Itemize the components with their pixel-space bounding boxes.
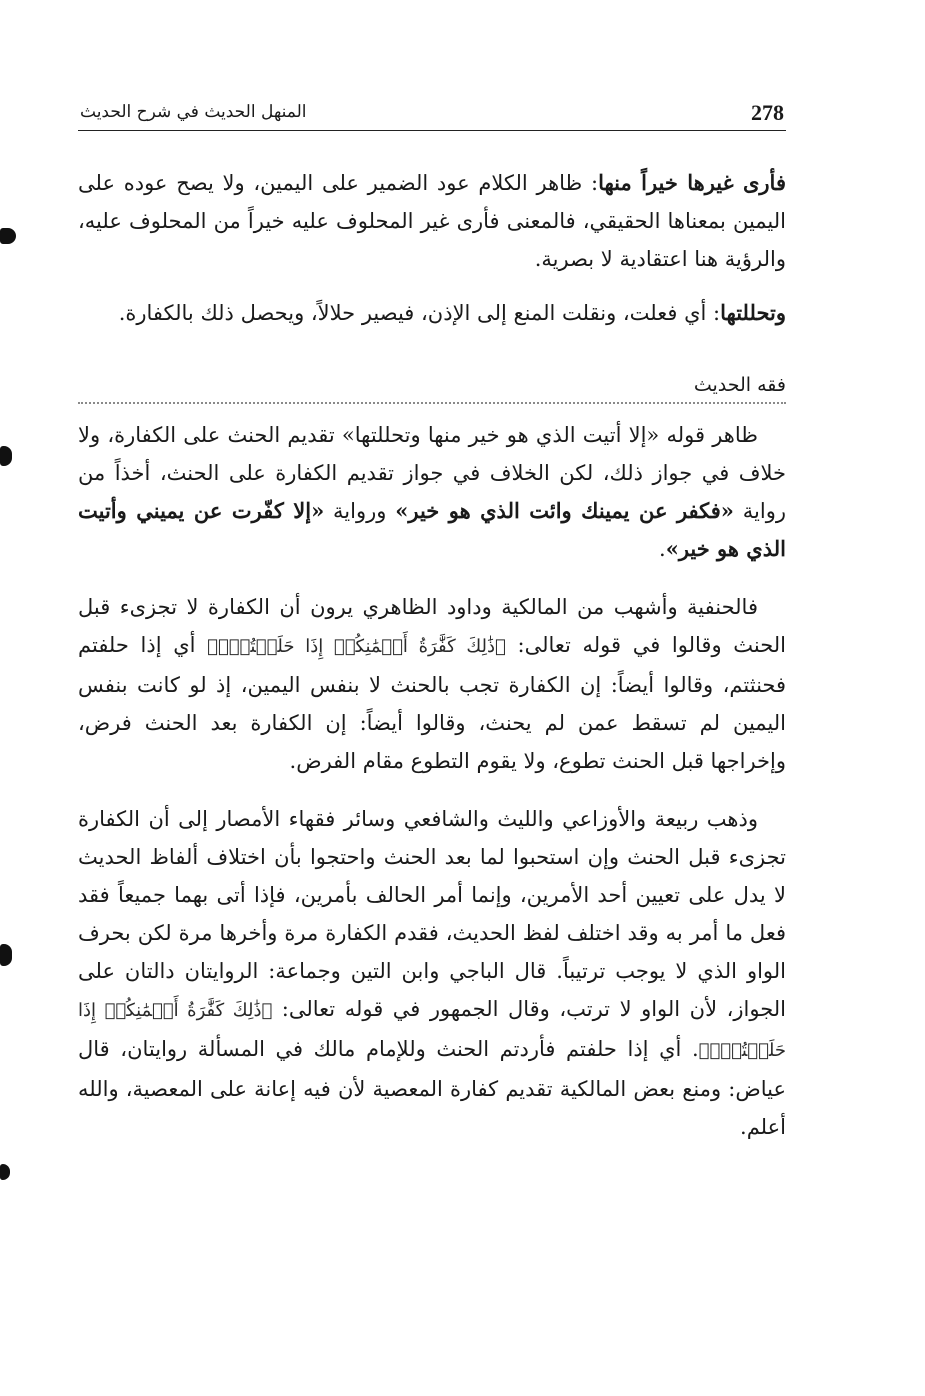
fiqh-paragraph	[78, 800, 786, 1146]
running-title: المنهل الحديث في شرح الحديث	[80, 102, 307, 122]
page-body	[78, 164, 786, 1146]
paragraph-text: أي إذا حلفتم فحنثتم، وقالوا أيضاً: إن الكفارة تجب بالحنث لا بنفس اليمين، إذ لو كانت بنفس اليمين لم تسقط عمن لم يحنث، وقالوا أيضاً: إن الكفارة بعد الحنث فرض، وإخراجها قبل الحنث تطوع، ولا يقوم التطوع مقام الفرض.	[78, 633, 786, 773]
margin-mark	[0, 228, 16, 244]
explanation-text: : أي فعلت، ونقلت المنع إلى الإذن، فيصير حلالاً، ويحصل ذلك بالكفارة.	[118, 301, 721, 325]
margin-mark	[0, 1164, 10, 1180]
paragraph-text: فالحنفية وأشهب من المالكية وداود الظاهري يرون أن الكفارة لا تجزىء قبل الحنث وقالوا في قوله تعالى:	[78, 595, 786, 657]
explanation-paragraph	[78, 164, 786, 278]
page-number: 278	[751, 100, 784, 125]
quran-verse: ﴿ذَٰلِكَ كَفَّٰرَةُ أَيۡمَٰنِكُمۡ إِذَا حَلَفۡتُمۡۚ﴾	[207, 636, 506, 657]
paragraph-text: وذهب ربيعة والأوزاعي والليث والشافعي وسائر فقهاء الأمصار إلى أن الكفارة تجزىء قبل الحنث وإن استحبوا لما بعد الحنث واحتجوا بأن اختلاف ألفاظ الحديث لا يدل على تعيين أحد الأمرين، وإنما أمر الحالف بأمرين، فإذا أتى بهما جميعاً فقد فعل ما أمر به وقد اختلف لفظ الحديث، فقدم الكفارة مرة وأخرها مرة لكن بحرف الواو الذي لا يوجب ترتيباً. قال الباجي وابن التين وجماعة: الروايتان دالتان على الجواز، لأن الواو لا ترتب، وقال الجمهور في قوله تعالى:	[78, 807, 786, 1021]
fiqh-paragraph	[78, 416, 786, 568]
paragraph-text: ورواية	[324, 499, 396, 523]
hadith-quote: «فكفر عن يمينك وائت الذي هو خير»	[395, 498, 734, 523]
explanation-paragraph	[78, 294, 786, 332]
explanation-term: وتحللتها	[720, 300, 786, 325]
paragraph-text: ظاهر قوله «إلا أتيت الذي هو خير منها وتحللتها» تقديم الحنث على الكفارة، ولا خلاف في جواز ذلك، لكن الخلاف في جواز تقديم الكفارة على الحنث، أخذاً من رواية	[78, 423, 786, 523]
fiqh-paragraph	[78, 588, 786, 780]
explanation-term: فأرى غيرها خيراً منها	[598, 170, 786, 195]
section-heading: فقه الحديث	[78, 370, 786, 404]
paragraph-text: .	[659, 537, 666, 561]
explanation-text: : ظاهر الكلام عود الضمير على اليمين، ولا يصح عوده على اليمين بمعناها الحقيقي، فالمعنى فأرى غير المحلوف عليه خيراً من المحلوف عليه، والرؤية هنا اعتقادية لا بصرية.	[78, 171, 786, 271]
page-header	[78, 96, 786, 131]
paragraph-text: . أي إذا حلفتم فأردتم الحنث وللإمام مالك في المسألة روايتان، قال عياض: ومنع بعض المالكية تقديم كفارة المعصية لأن فيه إعانة على المعصية، والله أعلم.	[78, 1037, 786, 1139]
margin-mark	[0, 944, 12, 966]
hadith-quote: «إلا كفّرت عن يميني وأتيت الذي هو خير»	[78, 498, 786, 561]
margin-mark	[0, 446, 12, 466]
quran-verse: ﴿ذَٰلِكَ كَفَّٰرَةُ أَيۡمَٰنِكُمۡ إِذَا حَلَفۡتُمۡۚ﴾	[78, 1000, 786, 1061]
